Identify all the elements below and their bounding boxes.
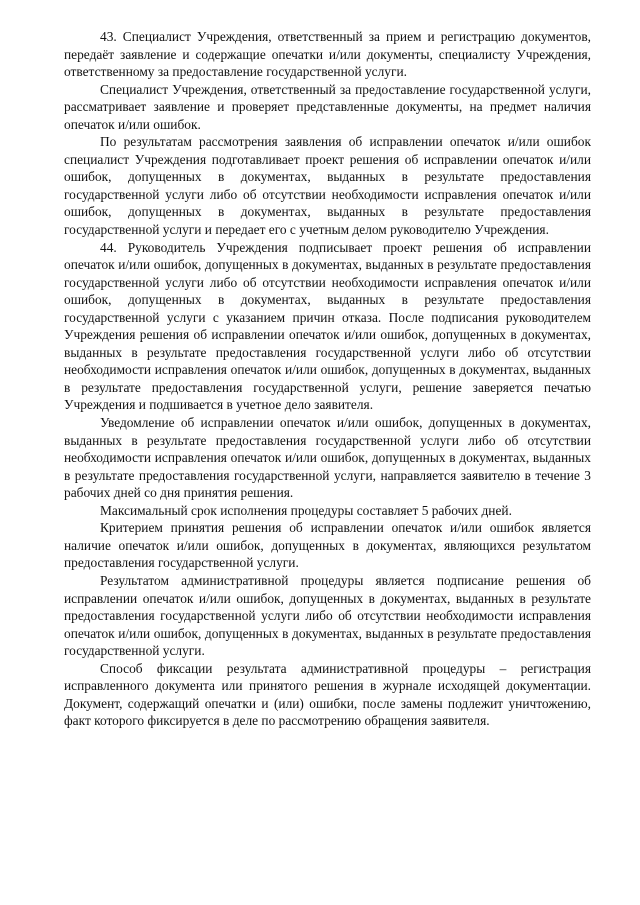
- paragraph-44-signing: 44. Руководитель Учреждения подписывает проект решения об исправлении опечаток и/или ошибок, допущенных в документах, выданных в результате предоставления государственной услуги либо об отсутствии необходимости исправления опечаток и/или ошибок, допущенных в документах, выданных в результате предоставления государственной услуги с указанием причин отказа. После подписания руководителем Учреждения решения об исправлении опечаток и/или ошибок, допущенных в документах, выданных в результате предоставления государственной услуги либо об отсутствии необходимости исправления опечаток и/или ошибок, допущенных в документах, выданных в результате предоставления государственной услуги, решение заверяется печатью Учреждения и подшивается в учетное дело заявителя.: [64, 239, 591, 413]
- paragraph-43-intake: 43. Специалист Учреждения, ответственный за прием и регистрацию документов, передаёт заявление и содержащие опечатки и/или документы, специалисту Учреждения, ответственному за предоставление государственной услуги.: [64, 29, 591, 80]
- paragraph-specialist-review: Специалист Учреждения, ответственный за предоставление государственной услуги, рассматривает заявление и проверяет представленные документы, на предмет наличия опечаток и/или ошибок.: [64, 81, 591, 132]
- document-page: [64, 28, 591, 730]
- paragraph-result-recording: Способ фиксации результата административной процедуры – регистрация исправленного документа или принятого решения в журнале исходящей документации. Документ, содержащий опечатки и (или) ошибки, после замены подлежит уничтожению, факт которого фиксируется в деле по рассмотрению обращения заявителя.: [64, 660, 591, 729]
- paragraph-decision-criterion: Критерием принятия решения об исправлении опечаток и/или ошибок является наличие опечаток и/или ошибок, допущенных в документах, являющихся результатом предоставления государственной услуги.: [64, 520, 591, 571]
- paragraph-max-duration: Максимальный срок исполнения процедуры составляет 5 рабочих дней.: [100, 502, 512, 518]
- paragraph-procedure-result: Результатом административной процедуры является подписание решения об исправлении опечаток и/или ошибок, допущенных в документах, выданных в результате предоставления государственной услуги либо об отсутствии необходимости исправления опечаток и/или ошибок, допущенных в документах, выданных в результате предоставления государственной услуги.: [64, 572, 591, 659]
- paragraph-draft-decision: По результатам рассмотрения заявления об исправлении опечаток и/или ошибок специалист Учреждения подготавливает проект решения об исправлении опечаток и/или ошибок, допущенных в документах, выданных в результате предоставления государственной услуги либо об отсутствии необходимости исправления опечаток и/или ошибок, допущенных в документах, выданных в результате предоставления государственной услуги и передает его с учетным делом руководителю Учреждения.: [64, 134, 591, 238]
- paragraph-notification: Уведомление об исправлении опечаток и/или ошибок, допущенных в документах, выданных в результате предоставления государственной услуги либо об отсутствии необходимости исправления опечаток и/или ошибок, допущенных в документах, выданных в результате предоставления государственной услуги, направляется заявителю в течение 3 рабочих дней со дня принятия решения.: [64, 415, 591, 501]
